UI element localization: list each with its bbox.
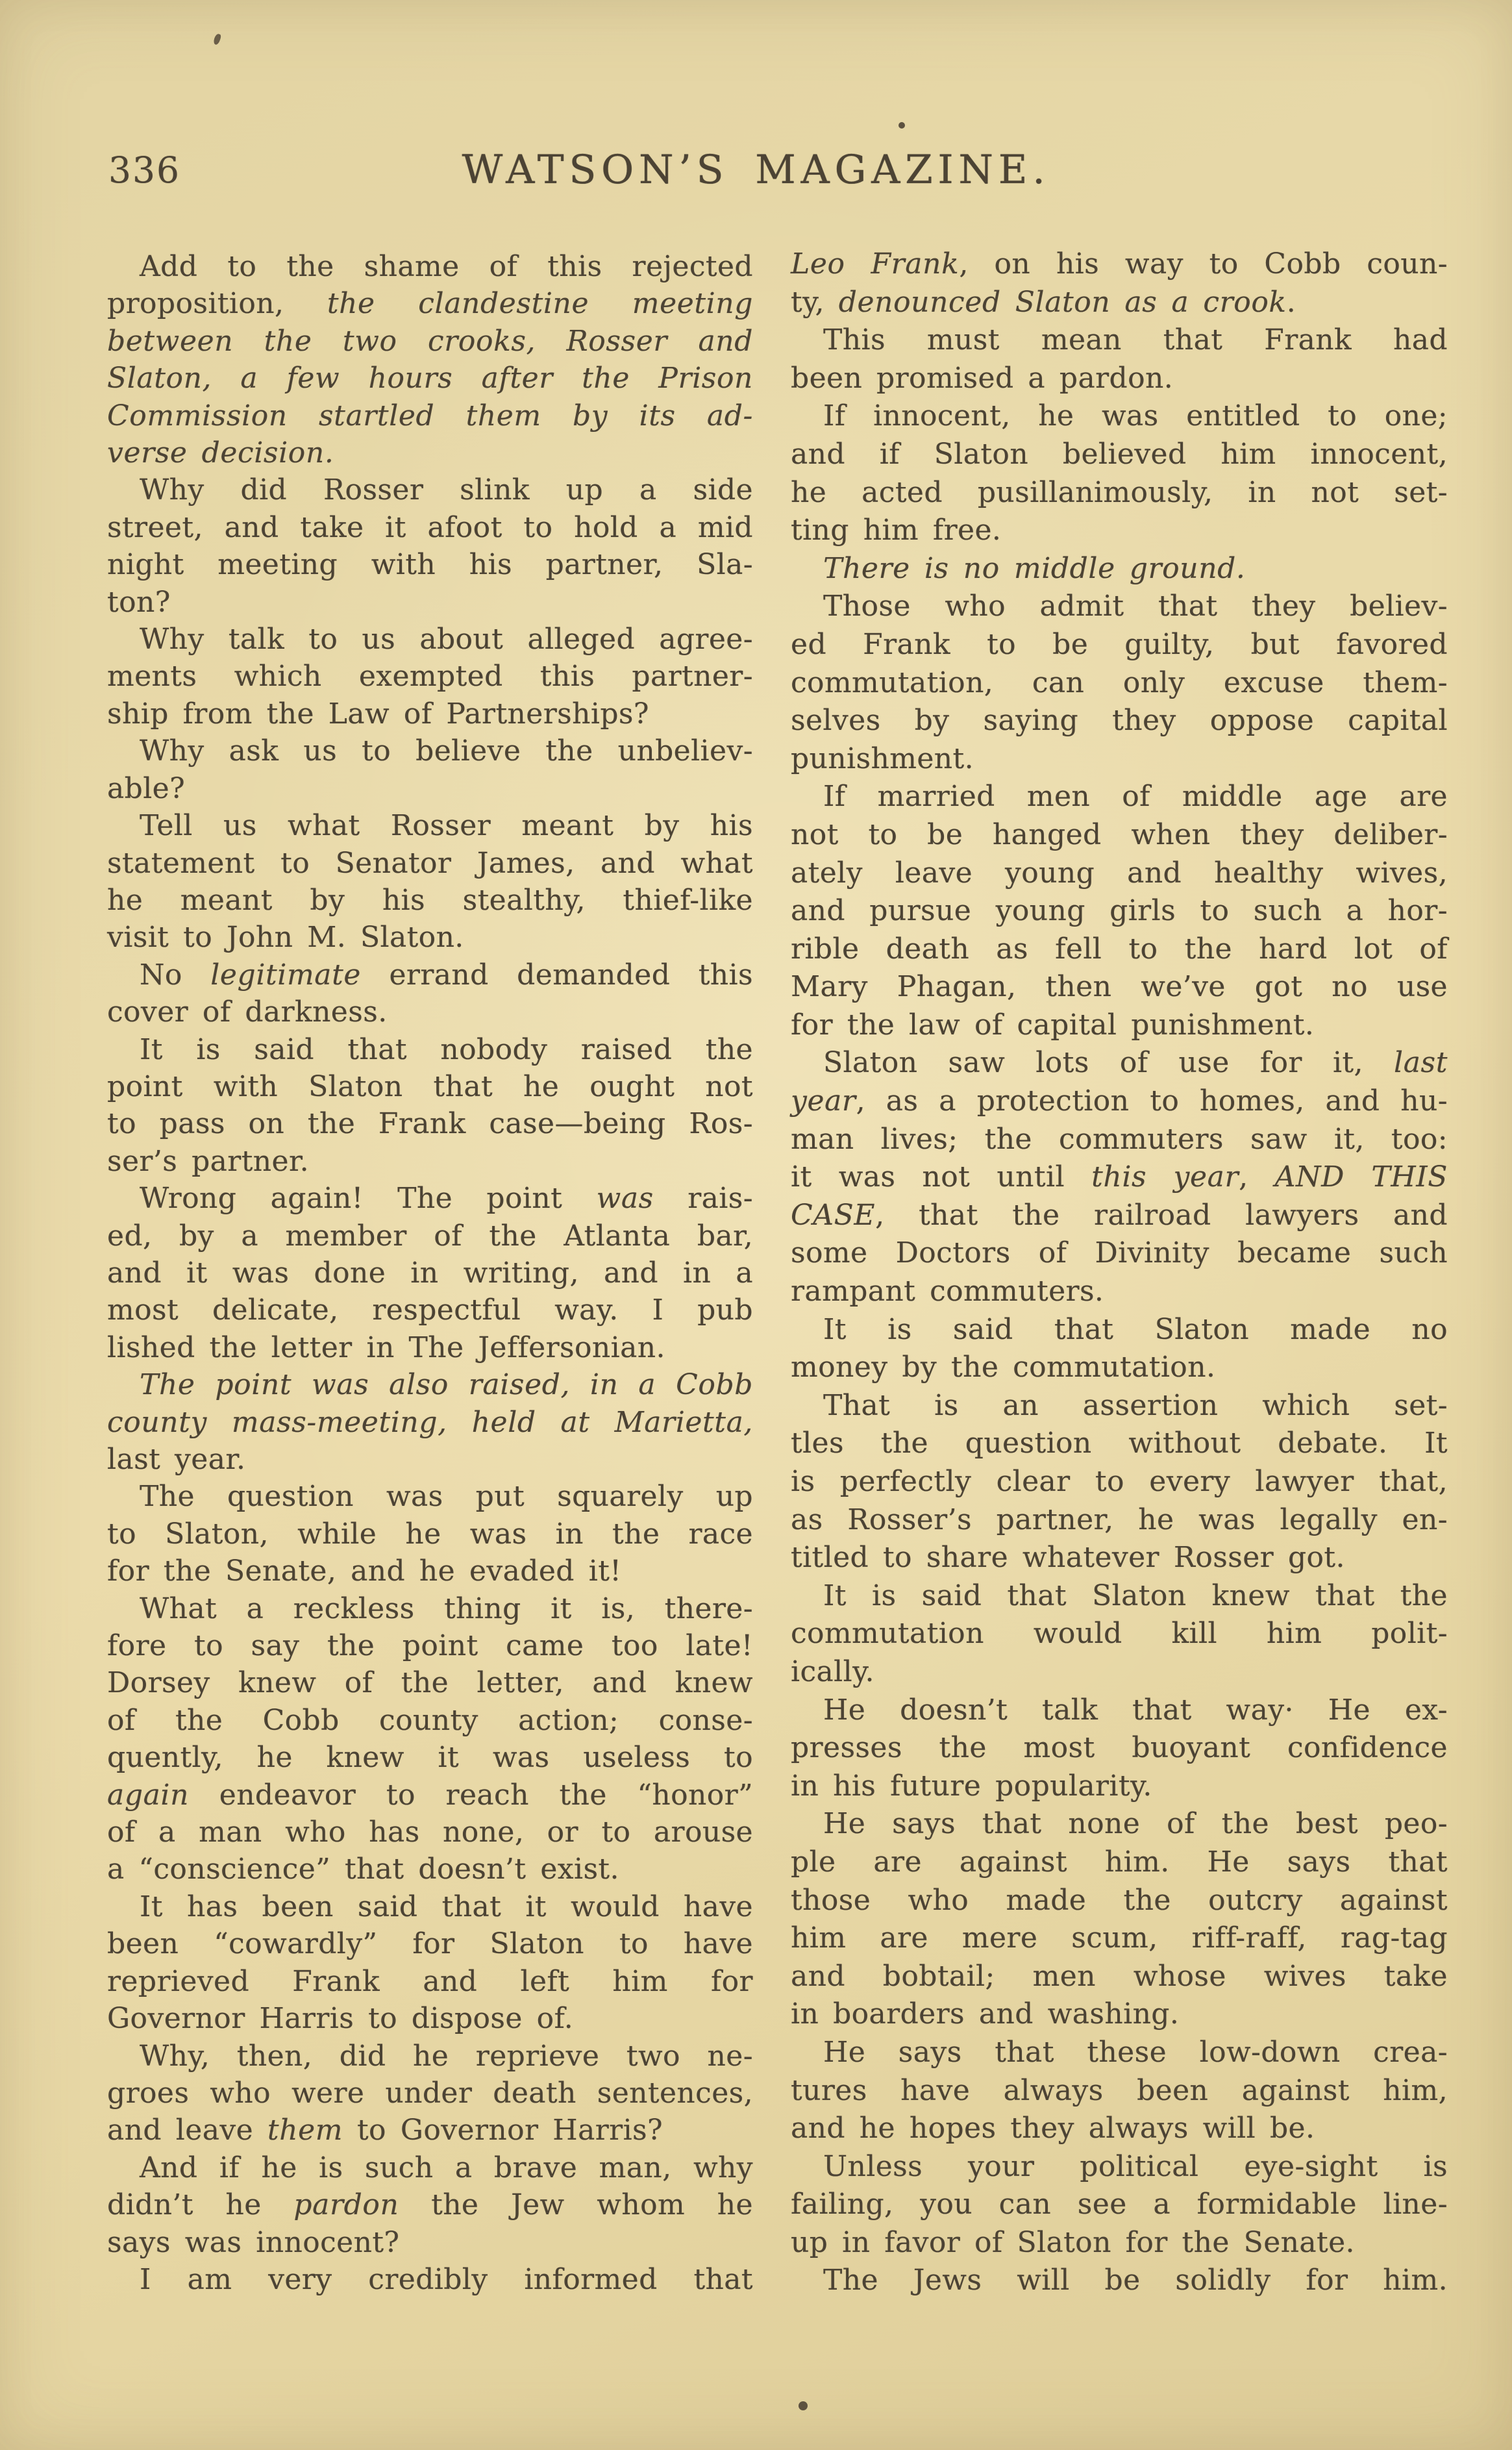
text-line: again endeavor to reach the “honor” xyxy=(107,1778,753,1812)
text-line: And if he is such a brave man, why xyxy=(140,2151,753,2184)
text-line: It is said that Slaton made no xyxy=(823,1312,1448,1346)
text-line: What a reckless thing it is, there- xyxy=(140,1592,753,1625)
text-line: and if Slaton believed him innocent, xyxy=(791,437,1448,471)
text-line: Tell us what Rosser meant by his xyxy=(140,809,753,843)
text-line: last year. xyxy=(107,1443,246,1476)
text-line: ser’s partner. xyxy=(107,1144,309,1178)
text-line: for the Senate, and he evaded it! xyxy=(107,1555,622,1588)
text-line: as Rosser’s partner, he was legally en- xyxy=(791,1503,1448,1536)
text-line: tures have always been against him, xyxy=(791,2073,1448,2107)
text-line: those who made the outcry against xyxy=(791,1883,1448,1917)
text-line: ple are against him. He says that xyxy=(791,1845,1448,1879)
magazine-title: WATSON’S MAGAZINE. xyxy=(462,147,1050,193)
text-line: He says that none of the best peo- xyxy=(823,1807,1448,1841)
text-line: most delicate, respectful way. I pub xyxy=(107,1294,753,1327)
left-column xyxy=(107,248,753,2298)
text-line: The question was put squarely up xyxy=(140,1480,753,1514)
text-line: quently, he knew it was useless to xyxy=(107,1741,753,1775)
text-line: and leave them to Governor Harris? xyxy=(107,2114,663,2147)
text-line: ately leave young and healthy wives, xyxy=(791,856,1448,890)
text-line: a “conscience” that doesn’t exist. xyxy=(107,1853,619,1886)
text-line: year, as a protection to homes, and hu- xyxy=(791,1084,1448,1118)
text-line: man lives; the commuters saw it, too: xyxy=(791,1122,1448,1156)
text-line: for the law of capital punishment. xyxy=(791,1008,1315,1042)
text-line: This must mean that Frank had xyxy=(823,323,1448,357)
text-line: groes who were under death sentences, xyxy=(107,2076,753,2110)
text-line: is perfectly clear to every lawyer that, xyxy=(791,1465,1448,1498)
text-line: cover of darkness. xyxy=(107,995,388,1029)
text-line: Governor Harris to dispose of. xyxy=(107,2002,574,2036)
text-line: some Doctors of Divinity became such xyxy=(791,1236,1448,1270)
text-line: says was innocent? xyxy=(107,2225,400,2259)
text-line: he acted pusillanimously, in not set- xyxy=(791,475,1448,509)
ink-speck xyxy=(213,33,222,45)
text-line: he meant by his stealthy, thief-like xyxy=(107,883,753,917)
text-line: Mary Phagan, then we’ve got no use xyxy=(791,970,1448,1004)
text-line: Unless your political eye-sight is xyxy=(823,2149,1448,2183)
text-line: CASE, that the railroad lawyers and xyxy=(791,1198,1448,1232)
text-line: point with Slaton that he ought not xyxy=(107,1069,753,1103)
text-line: been promised a pardon. xyxy=(791,361,1174,395)
text-line: money by the commutation. xyxy=(791,1351,1216,1384)
text-line: ed Frank to be guilty, but favored xyxy=(791,627,1448,661)
text-line: not to be hanged when they deliber- xyxy=(791,818,1448,851)
text-line: up in favor of Slaton for the Senate. xyxy=(791,2225,1355,2259)
text-line: presses the most buoyant confidence xyxy=(791,1731,1448,1765)
text-line: If married men of middle age are xyxy=(823,780,1448,814)
text-line: ments which exempted this partner- xyxy=(107,660,753,694)
text-line: If innocent, he was entitled to one; xyxy=(823,399,1448,433)
text-line: in his future popularity. xyxy=(791,1769,1152,1803)
ink-speck xyxy=(899,122,905,129)
text-line: ically. xyxy=(791,1655,874,1688)
text-line: visit to John M. Slaton. xyxy=(107,921,464,955)
text-line: street, and take it afoot to hold a mid xyxy=(107,510,753,544)
text-line: rible death as fell to the hard lot of xyxy=(791,932,1448,966)
text-line: didn’t he pardon the Jew whom he xyxy=(107,2188,753,2222)
text-line: That is an assertion which set- xyxy=(823,1388,1448,1422)
text-line: I am very credibly informed that xyxy=(140,2262,753,2296)
text-line: verse decision. xyxy=(107,436,334,470)
text-line: Why, then, did he reprieve two ne- xyxy=(140,2039,753,2073)
text-line: Why did Rosser slink up a side xyxy=(140,473,753,507)
text-line: between the two crooks, Rosser and xyxy=(107,324,753,358)
text-line: Leo Frank, on his way to Cobb coun- xyxy=(791,247,1448,281)
text-line: Commission startled them by its ad- xyxy=(107,399,753,432)
text-line: to Slaton, while he was in the race xyxy=(107,1517,753,1551)
text-line: lished the letter in The Jeffersonian. xyxy=(107,1331,665,1364)
text-line: ting him free. xyxy=(791,514,1002,547)
text-line: The point was also raised, in a Cobb xyxy=(140,1368,753,1402)
text-line: of the Cobb county action; conse- xyxy=(107,1703,753,1737)
right-column xyxy=(791,245,1448,2300)
text-line: Why ask us to believe the unbeliev- xyxy=(140,734,753,768)
text-line: county mass-meeting, held at Marietta, xyxy=(107,1405,753,1439)
text-line: been “cowardly” for Slaton to have xyxy=(107,1927,753,1961)
text-line: Slaton, a few hours after the Prison xyxy=(107,362,753,395)
text-line: to pass on the Frank case—being Ros- xyxy=(107,1107,753,1141)
text-line: He doesn’t talk that way· He ex- xyxy=(823,1693,1448,1727)
text-line: rampant commuters. xyxy=(791,1275,1104,1308)
text-line: Slaton saw lots of use for it, last xyxy=(823,1046,1448,1080)
text-line: ton? xyxy=(107,585,171,619)
text-line: and bobtail; men whose wives take xyxy=(791,1959,1448,1993)
text-line: fore to say the point came too late! xyxy=(107,1629,753,1663)
text-line: Those who admit that they believ- xyxy=(823,590,1448,623)
text-line: him are mere scum, riff-raff, rag-tag xyxy=(791,1921,1448,1955)
text-line: It has been said that it would have xyxy=(140,1890,753,1923)
ink-speck xyxy=(799,2401,808,2410)
text-line: and pursue young girls to such a hor- xyxy=(791,894,1448,928)
text-line: able? xyxy=(107,771,186,805)
text-line: There is no middle ground. xyxy=(823,551,1246,585)
text-line: night meeting with his partner, Sla- xyxy=(107,548,753,582)
text-line: ship from the Law of Partnerships? xyxy=(107,697,649,731)
text-line: proposition, the clandestine meeting xyxy=(107,287,753,321)
text-line: failing, you can see a formidable line- xyxy=(791,2188,1448,2221)
text-line: of a man who has none, or to arouse xyxy=(107,1816,753,1849)
page-number: 336 xyxy=(108,149,180,191)
text-line: commutation, can only excuse them- xyxy=(791,666,1448,699)
text-line: The Jews will be solidly for him. xyxy=(823,2264,1448,2297)
text-line: tles the question without debate. It xyxy=(791,1427,1448,1460)
text-line: It is said that Slaton knew that the xyxy=(823,1579,1448,1612)
text-line: Dorsey knew of the letter, and knew xyxy=(107,1666,753,1700)
text-line: Add to the shame of this rejected xyxy=(140,250,753,283)
text-line: ed, by a member of the Atlanta bar, xyxy=(107,1219,753,1253)
text-line: Why talk to us about alleged agree- xyxy=(140,623,753,656)
text-line: reprieved Frank and left him for xyxy=(107,1964,753,1998)
text-line: selves by saying they oppose capital xyxy=(791,704,1448,738)
text-line: ty, denounced Slaton as a crook. xyxy=(791,285,1296,319)
text-line: and it was done in writing, and in a xyxy=(107,1256,753,1290)
text-line: No legitimate errand demanded this xyxy=(140,958,753,992)
text-line: and he hopes they always will be. xyxy=(791,2112,1315,2145)
text-line: in boarders and washing. xyxy=(791,1997,1180,2031)
text-line: He says that these low-down crea- xyxy=(823,2035,1448,2069)
text-line: statement to Senator James, and what xyxy=(107,846,753,880)
text-line: titled to share whatever Rosser got. xyxy=(791,1541,1345,1575)
text-line: it was not until this year, AND THIS xyxy=(791,1160,1448,1194)
text-line: It is said that nobody raised the xyxy=(140,1032,753,1066)
text-line: punishment. xyxy=(791,742,974,775)
text-line: commutation would kill him polit- xyxy=(791,1617,1448,1651)
text-line: Wrong again! The point was rais- xyxy=(140,1182,753,1216)
